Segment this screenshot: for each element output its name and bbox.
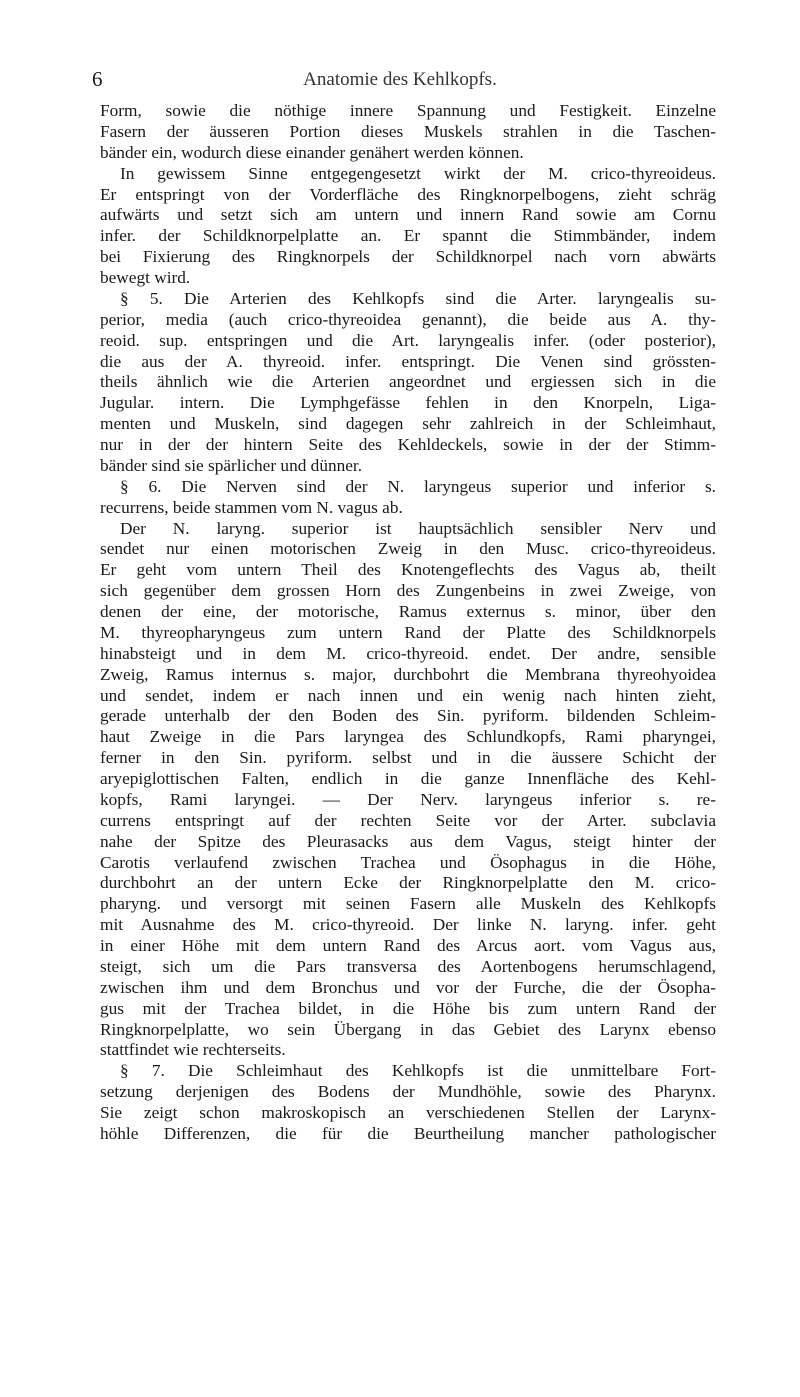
text-line: gerade unterhalb der den Boden des Sin. pyriform. bildenden Schleim- [100,706,716,726]
text-line: bänder ein, wodurch diese einander genähert werden können. [100,142,524,162]
text-line: bei Fixierung des Ringknorpels der Schildknorpel nach vorn abwärts [100,247,716,267]
text-line: § 7. Die Schleimhaut des Kehlkopfs ist die unmittelbare Fort- [120,1061,716,1081]
text-line: pharyng. und versorgt mit seinen Fasern alle Muskeln des Kehlkopfs [100,894,716,914]
text-line: perior, media (auch crico-thyreoidea genannt), die beide aus A. thy- [100,309,716,329]
text-line: denen der eine, der motorische, Ramus externus s. minor, über den [100,602,716,621]
text-line: durchbohrt an der untern Ecke der Ringknorpelplatte den M. crico- [100,873,716,893]
text-line: ferner in den Sin. pyriform. selbst und in die äussere Schicht der [100,748,716,768]
text-line: Form, sowie die nöthige innere Spannung und Festigkeit. Einzelne [100,101,716,120]
text-line: die aus der A. thyreoid. infer. entspringt. Die Venen sind grössten- [100,351,716,371]
text-line: § 6. Die Nerven sind der N. laryngeus superior und inferior s. [120,476,716,496]
text-line: stattfindet wie rechterseits. [100,1040,286,1060]
text-line: infer. der Schildknorpelplatte an. Er spannt die Stimmbänder, indem [100,226,716,246]
page-header [0,0,800,100]
text-line: currens entspringt auf der rechten Seite vor der Arter. subclavia [100,810,716,830]
text-line: kopfs, Rami laryngei. — Der Nerv. laryngeus inferior s. re- [100,789,716,809]
text-line: menten und Muskeln, sind dagegen sehr zahlreich in der Schleimhaut, [100,414,716,434]
text-line: mit Ausnahme des M. crico-thyreoid. Der linke N. laryng. infer. geht [100,915,716,935]
body-text [100,101,716,1145]
text-line: in einer Höhe mit dem untern Rand des Arcus aort. vom Vagus aus, [100,936,716,955]
text-line: theils ähnlich wie die Arterien angeordnet und ergiessen sich in die [100,372,716,392]
text-line: setzung derjenigen des Bodens der Mundhöhle, sowie des Pharynx. [100,1082,716,1102]
running-head: Anatomie des Kehlkopfs. [303,69,497,90]
text-line: sendet nur einen motorischen Zweig in den Musc. crico-thyreoideus. [100,539,716,559]
text-line: recurrens, beide stammen vom N. vagus ab. [100,497,403,517]
text-line: § 5. Die Arterien des Kehlkopfs sind die Arter. laryngealis su- [120,288,716,308]
text-line: zwischen ihm und dem Bronchus und vor der Furche, die der Ösopha- [100,977,716,997]
text-line: In gewissem Sinne entgegengesetzt wirkt der M. crico-thyreoideus. [120,163,716,183]
text-line: Fasern der äusseren Portion dieses Muskels strahlen in die Taschen- [100,121,716,141]
text-line: reoid. sup. entspringen und die Art. laryngealis infer. (oder posterior), [100,330,716,350]
text-line: Er geht vom untern Theil des Knotengeflechts des Vagus ab, theilt [100,560,716,580]
text-line: nahe der Spitze des Pleurasacks aus dem Vagus, steigt hinter der [100,831,716,851]
text-line: bänder sind sie spärlicher und dünner. [100,455,363,475]
text-line: Er entspringt von der Vorderfläche des Ringknorpelbogens, zieht schräg [100,184,716,204]
text-line: steigt, sich um die Pars transversa des Aortenbogens herumschlagend, [100,956,716,976]
text-line: Carotis verlaufend zwischen Trachea und Ösophagus in die Höhe, [100,852,716,872]
text-line: bewegt wird. [100,268,191,287]
text-line: Jugular. intern. Die Lymphgefässe fehlen in den Knorpeln, Liga- [100,393,716,413]
text-line: nur in der der hintern Seite des Kehldeckels, sowie in der der Stimm- [100,435,716,454]
text-line: aufwärts und setzt sich am untern und innern Rand sowie am Cornu [100,205,716,225]
text-line: Zweig, Ramus internus s. major, durchbohrt die Membrana thyreohyoidea [100,664,716,684]
text-line: Der N. laryng. superior ist hauptsächlich sensibler Nerv und [120,518,716,538]
text-line: und sendet, indem er nach innen und ein wenig nach hinten zieht, [100,685,716,705]
text-line: hinabsteigt und in dem M. crico-thyreoid. endet. Der andre, sensible [100,643,716,663]
text-line: Ringknorpelplatte, wo sein Übergang in das Gebiet des Larynx ebenso [100,1019,716,1039]
text-line: Sie zeigt schon makroskopisch an verschiedenen Stellen der Larynx- [100,1103,716,1122]
text-line: M. thyreopharyngeus zum untern Rand der Platte des Schildknorpels [100,622,716,642]
text-line: haut Zweige in die Pars laryngea des Schlundkopfs, Rami pharyngei, [100,727,716,747]
text-line: aryepiglottischen Falten, endlich in die ganze Innenfläche des Kehl- [100,769,716,788]
page-number: 6 [92,67,103,91]
text-line: sich gegenüber dem grossen Horn des Zungenbeins in zwei Zweige, von [100,581,716,601]
text-line: gus mit der Trachea bildet, in die Höhe bis zum untern Rand der [100,998,716,1018]
text-line: höhle Differenzen, die für die Beurtheilung mancher pathologischer [100,1123,716,1143]
